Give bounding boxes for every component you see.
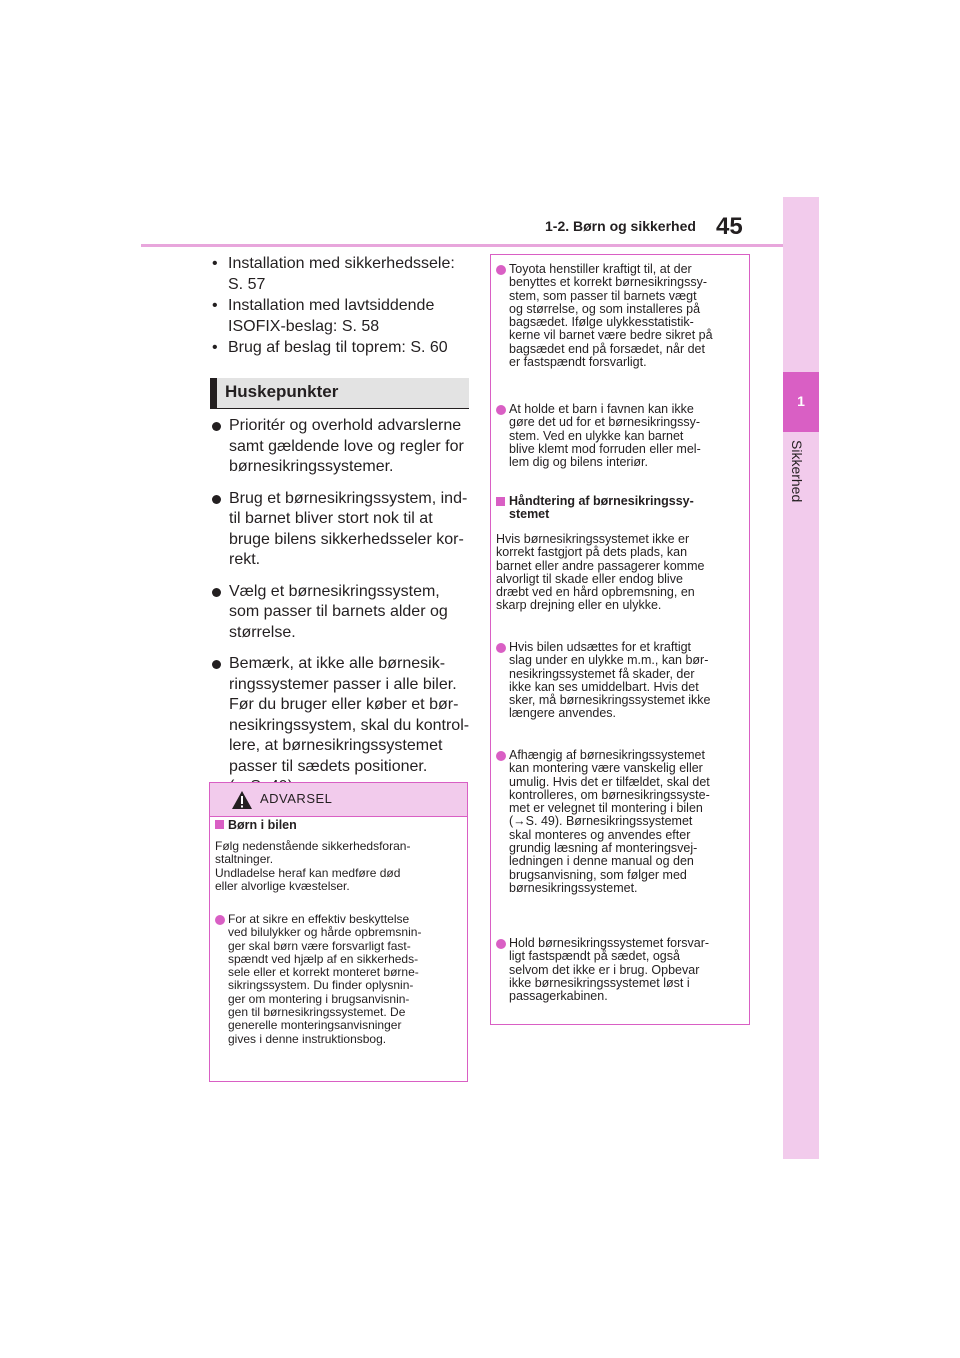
line: Før du bruger eller køber et bør-: [229, 696, 459, 713]
square-bullet-icon: [496, 497, 505, 506]
list-item: [210, 416, 470, 478]
warning-header: [210, 783, 467, 817]
line: lem dig og bilens interiør.: [509, 455, 648, 470]
line: (→S. 49). Børnesikringssystemet: [509, 814, 693, 829]
bullet-dot-icon: [212, 588, 221, 597]
line: blive klemt mod forruden eller mel-: [509, 441, 701, 456]
line: og størrelse, og som installeres på: [509, 301, 701, 316]
line: staltninger.: [215, 852, 274, 867]
line: met er velegnet til montering i bilen: [509, 801, 703, 816]
chapter-label: Sikkerhed: [789, 440, 805, 503]
line: kan montering være vanskelig eller: [509, 761, 703, 776]
line: korrekt fastgjort på dets plads, kan: [496, 545, 688, 560]
line: sker, må børnesikringssystemet ikke: [509, 693, 711, 708]
warning-intro: [215, 840, 460, 893]
line: som passer til barnets alder og: [229, 603, 448, 620]
list-item: [210, 337, 470, 358]
line: barnet eller andre passagerer komme: [496, 558, 705, 573]
list-item: [210, 582, 470, 644]
line: generelle monteringsanvisninger: [228, 1018, 402, 1033]
bullet-dot-icon: [215, 915, 225, 925]
bullet-dot-icon: [212, 422, 221, 431]
line: til barnet bliver stort nok til at: [229, 510, 433, 527]
line: Afhængig af børnesikringssystemet: [509, 748, 705, 762]
line: stemet: [509, 507, 550, 522]
list-item-text: • Installation med sikkerhedssele:: [228, 255, 455, 272]
line: samt gældende love og regler for: [229, 437, 464, 455]
warning-bullet: [215, 913, 473, 1046]
bullet-dot-icon: [496, 939, 506, 949]
handling-heading: [496, 495, 757, 522]
line: At holde et barn i favnen kan ikke: [509, 402, 694, 416]
warning-bullet: [496, 403, 757, 469]
line: er fastspændt forsvarligt.: [509, 355, 647, 370]
bullet-dot-icon: [496, 265, 506, 275]
line: gøre det ud for et børnesikringssy-: [509, 415, 701, 430]
line: ledningen i denne manual og den: [509, 854, 694, 869]
bullet-dot-icon: [212, 495, 221, 504]
line: kerne vil barnet være bedre sikret på: [509, 328, 713, 343]
list-item-text: • Brug af beslag til toprem: S. 60: [228, 339, 448, 356]
list-item: [210, 253, 470, 295]
list-item-text: S. 57: [228, 276, 266, 293]
line: Undladelse heraf kan medføre død: [215, 865, 401, 880]
list-item: [210, 654, 470, 798]
line: selvom det ikke er i brug. Opbevar: [509, 962, 700, 977]
line: ligt fastspændt på sædet, også: [509, 949, 680, 964]
line: Bemærk, at ikke alle børnesik-: [229, 655, 446, 672]
list-item-text: ISOFIX-beslag: S. 58: [228, 318, 380, 335]
line: ved bilulykker og hårde opbremsnin-: [228, 925, 422, 940]
line: børnesikringssystemer.: [229, 458, 394, 475]
line: børnesikringssystemet.: [509, 880, 638, 895]
warning-bullet: [496, 263, 757, 369]
line: passer til sædets positioner.: [229, 757, 428, 775]
chapter-number: 1: [797, 393, 805, 409]
list-item: [210, 295, 470, 337]
header-rule: [141, 244, 819, 247]
installation-list: [210, 253, 470, 358]
line: Hvis bilen udsættes for et kraftigt: [509, 640, 692, 654]
line: skarp drejning eller en ulykke.: [496, 598, 662, 613]
line: bruge bilens sikkerhedsseler kor-: [229, 530, 464, 548]
section-title: 1-2. Børn og sikkerhed: [545, 218, 696, 234]
line: ikke kan ses umiddelbart. Hvis det: [509, 679, 699, 694]
line: alvorligt til skade eller endog blive: [496, 571, 683, 586]
line: bagsædet. Ifølge ulykkesstatistik-: [509, 315, 694, 330]
chapter-side-tab: [783, 197, 819, 1159]
line: stem. Ved en ulykke kan barnet: [509, 428, 684, 443]
huskepunkter-list: [210, 416, 470, 809]
line: rekt.: [229, 551, 261, 568]
heading-title: Huskepunkter: [225, 382, 339, 401]
line: nesikringssystemet få skader, der: [509, 666, 695, 681]
warning-title: ADVARSEL: [260, 791, 333, 806]
bullet-dot-icon: [496, 405, 506, 415]
line: Håndtering af børnesikringssy-: [509, 494, 694, 508]
line: slag under en ulykke m.m., kan bør-: [509, 653, 709, 668]
line: skal monteres og anvendes efter: [509, 827, 691, 842]
warning-bullet: [496, 937, 757, 1003]
line: bagsædet end på forsædet, når det: [509, 341, 705, 356]
line: grundig læsning af monteringsvej-: [509, 841, 698, 856]
line: ger skal børn være forsvarligt fast-: [228, 938, 411, 953]
heading-bar: [210, 378, 217, 408]
line: stem, som passer til barnets vægt: [509, 288, 697, 303]
line: Følg nedenstående sikkerhedsforan-: [215, 839, 411, 853]
warning-box: [209, 782, 468, 1082]
line: umulig. Hvis det er tilfældet, skal det: [509, 774, 710, 789]
line: størrelse.: [229, 623, 296, 641]
line: Toyota henstiller kraftigt til, at der: [509, 262, 692, 276]
line: brugsanvisning, som følger med: [509, 867, 687, 882]
line: gen til børnesikringssystemet. De: [228, 1005, 406, 1020]
warning-heading-text: Børn i bilen: [228, 818, 297, 832]
line: passagerkabinen.: [509, 989, 608, 1004]
handling-intro: [496, 533, 744, 613]
line: spændt ved hjælp af en sikkerheds-: [228, 951, 419, 966]
list-item-text: • Installation med lavtsiddende: [228, 297, 435, 314]
page-number: 45: [716, 213, 743, 240]
line: ikke børnesikringssystemet løst i: [509, 975, 690, 990]
line: gives i denne instruktionsbog.: [228, 1031, 387, 1046]
line: eller alvorlige kvæstelser.: [215, 878, 350, 893]
list-item: [210, 489, 470, 571]
line: Hold børnesikringssystemet forsvar-: [509, 936, 710, 950]
warning-continued-box: [490, 254, 750, 1025]
line: lere, at børnesikringssystemet: [229, 737, 443, 754]
bullet-dot-icon: [212, 660, 221, 669]
line: længere anvendes.: [509, 706, 617, 721]
bullet-dot-icon: [496, 751, 506, 761]
bullet-dot-icon: [496, 643, 506, 653]
line: Brug et børnesikringssystem, ind-: [229, 489, 468, 507]
line: For at sikre en effektiv beskyttelse: [228, 912, 410, 926]
square-bullet-icon: [215, 820, 224, 829]
line: Hvis børnesikringssystemet ikke er: [496, 532, 690, 546]
line: nesikringssystem, skal du kontrol-: [229, 716, 470, 734]
line: ger om montering i brugsanvisnin-: [228, 991, 410, 1006]
warning-bullet: [496, 749, 757, 895]
warning-triangle-icon: [231, 790, 253, 810]
line: kontrolleres, om børnesikringssyste-: [509, 787, 710, 802]
huskepunkter-heading: [210, 378, 469, 409]
line: benyttes et korrekt børnesikringssy-: [509, 275, 707, 290]
line: sikringssystem. Du finder oplysnin-: [228, 978, 414, 993]
warning-bullet: [496, 641, 757, 721]
line: Prioritér og overhold advarslerne: [229, 417, 462, 434]
line: ringssystemer passer i alle biler.: [229, 675, 457, 693]
line: sele eller et korrekt monteret børne-: [228, 965, 419, 980]
line: Vælg et børnesikringssystem,: [229, 582, 440, 600]
warning-heading: [215, 819, 460, 832]
line: dræbt ved en hård opbremsning, en: [496, 585, 695, 600]
